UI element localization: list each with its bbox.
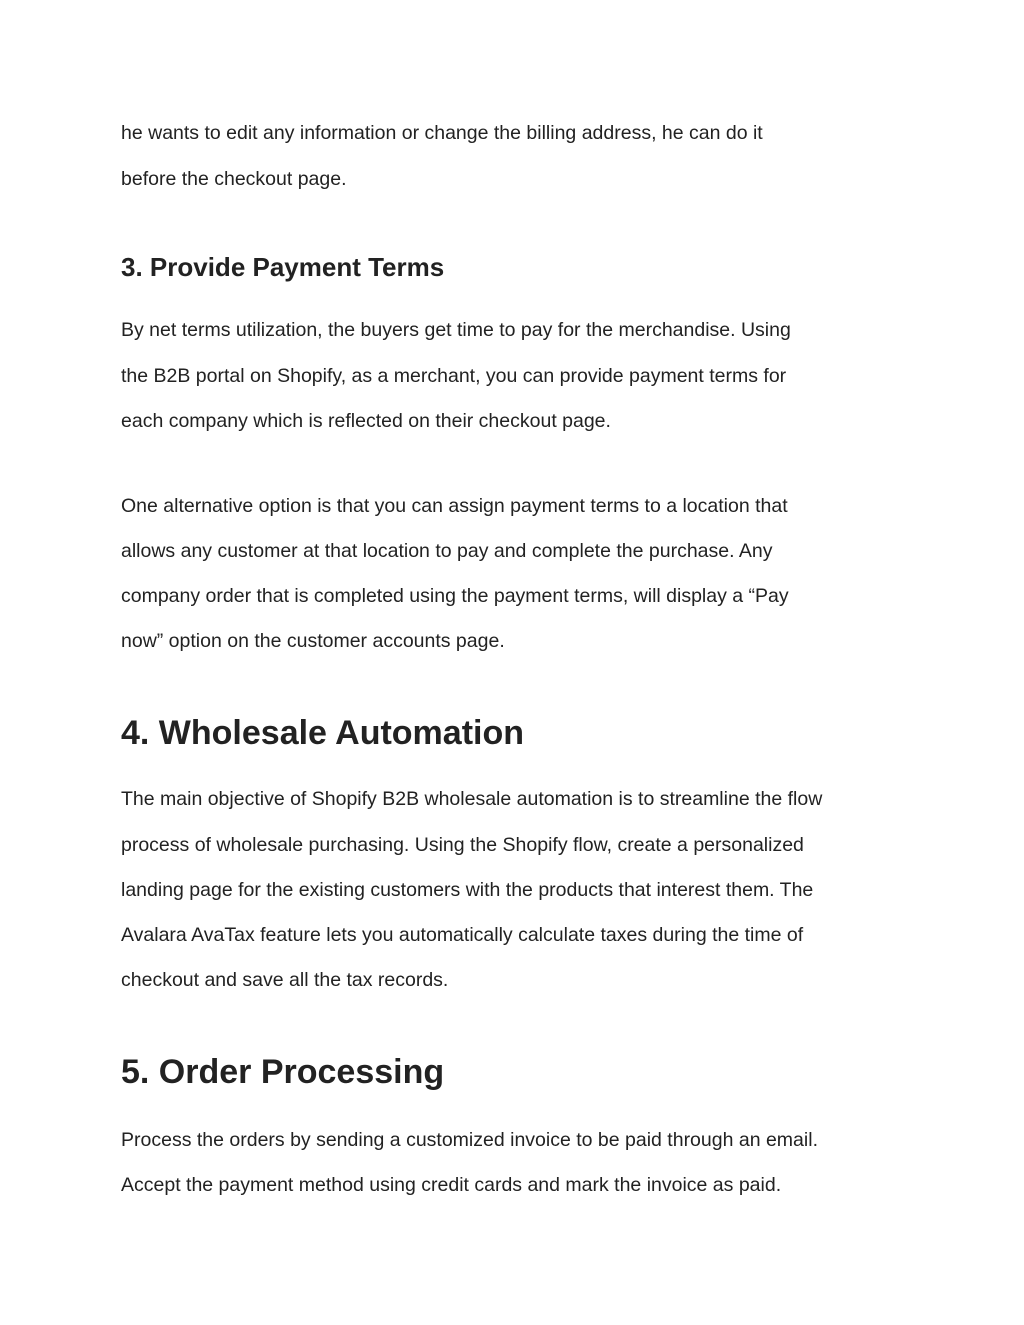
text-line: he wants to edit any information or change the billing address, he can do it <box>121 122 763 144</box>
text-line: now” option on the customer accounts page. <box>121 630 505 652</box>
text-line: checkout and save all the tax records. <box>121 969 449 991</box>
text-line: The main objective of Shopify B2B wholesale automation is to streamline the flow <box>121 788 823 810</box>
text-line: company order that is completed using the payment terms, will display a “Pay <box>121 585 789 607</box>
text-line: allows any customer at that location to pay and complete the purchase. Any <box>121 540 773 562</box>
text-line: before the checkout page. <box>121 168 347 190</box>
text-line: process of wholesale purchasing. Using the Shopify flow, create a personalized <box>121 834 804 856</box>
text-line: landing page for the existing customers with the products that interest them. The <box>121 879 814 901</box>
text-line: Process the orders by sending a customized invoice to be paid through an email. <box>121 1129 818 1151</box>
text-line: Avalara AvaTax feature lets you automatically calculate taxes during the time of <box>121 924 804 946</box>
text-line: One alternative option is that you can assign payment terms to a location that <box>121 495 788 517</box>
section-3-heading: 3. Provide Payment Terms <box>121 252 445 282</box>
text-line: Accept the payment method using credit cards and mark the invoice as paid. <box>121 1174 782 1196</box>
section-4-heading: 4. Wholesale Automation <box>121 714 525 752</box>
text-line: By net terms utilization, the buyers get time to pay for the merchandise. Using <box>121 319 791 341</box>
section-5-heading: 5. Order Processing <box>121 1053 445 1091</box>
text-line: each company which is reflected on their checkout page. <box>121 410 611 432</box>
text-line: the B2B portal on Shopify, as a merchant, you can provide payment terms for <box>121 365 787 387</box>
